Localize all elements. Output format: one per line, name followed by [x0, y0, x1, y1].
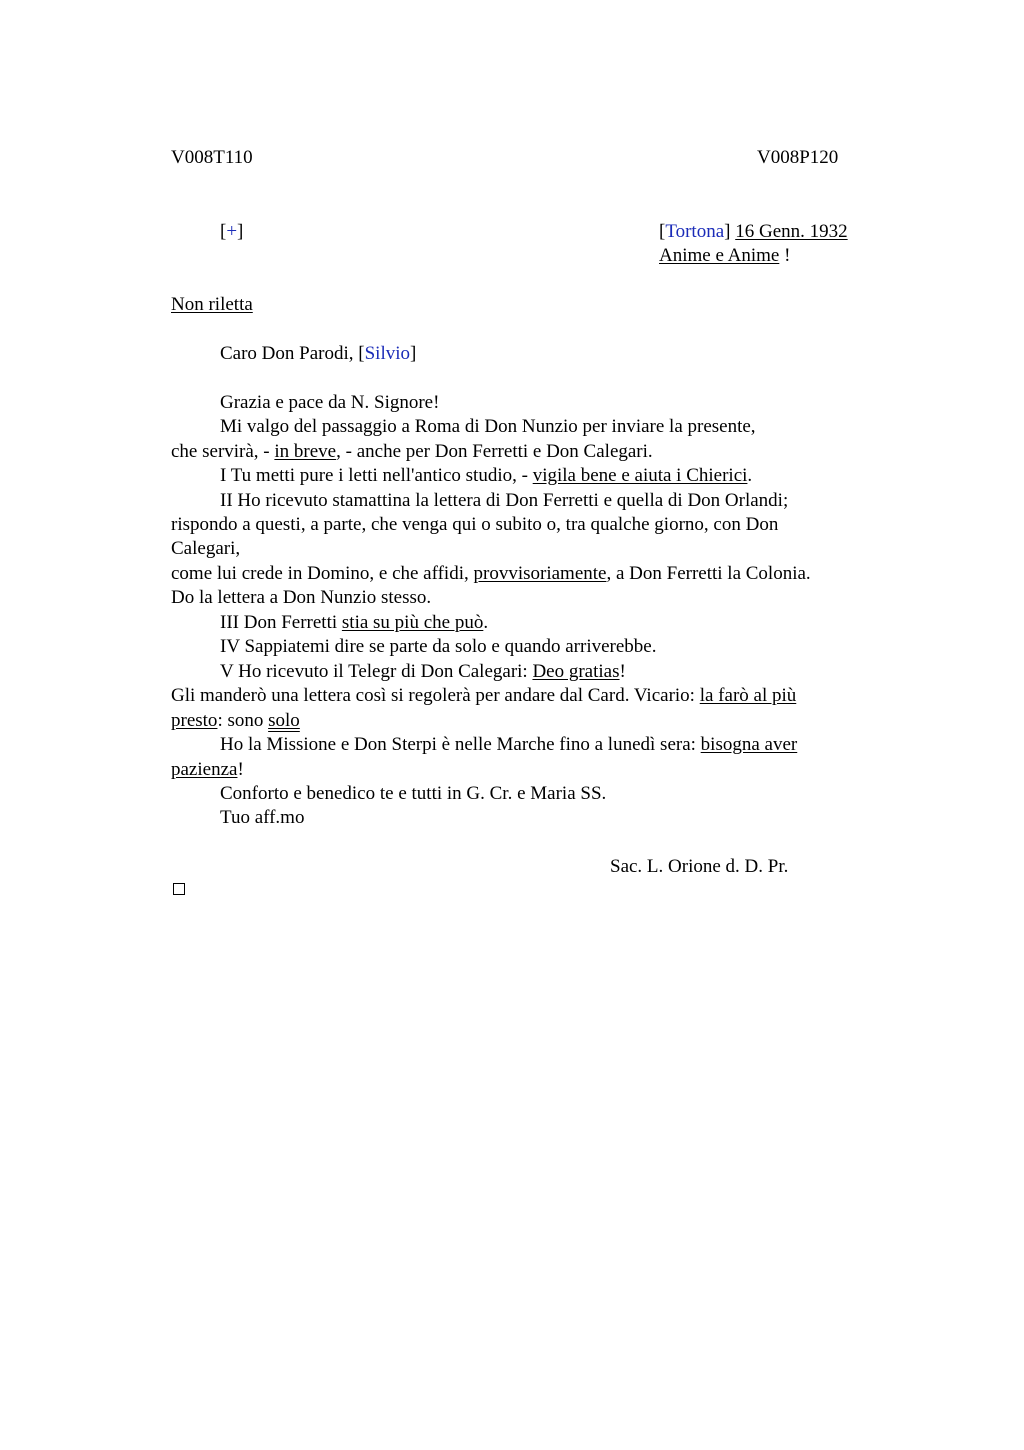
text-span: : sono — [217, 710, 269, 731]
salutation-bracket-close: ] — [410, 343, 417, 364]
underlined-span: provvisoriamente — [473, 563, 607, 584]
underlined-span: presto — [171, 710, 218, 731]
text-span: V Ho ricevuto il Telegr di Don Calegari: — [220, 661, 533, 682]
body-line-17: Conforto e benedico te e tutti in G. Cr. e Maria SS. — [220, 783, 607, 804]
text-span: ! — [619, 661, 626, 682]
underlined-span: bisogna aver — [700, 734, 798, 755]
text-span: Gli manderò una lettera così si regolerà per andare dal Card. Vicario: — [171, 685, 700, 706]
text-span: come lui crede in Domino, e che affidi, — [171, 563, 474, 584]
text-span: Ho la Missione e Don Sterpi è nelle Marche fino a lunedì sera: — [220, 734, 701, 755]
text-span: I Tu metti pure i letti nell'antico studio, - — [220, 465, 533, 486]
underlined-span: la farò al più — [699, 685, 797, 706]
text-span: , a Don Ferretti la Colonia. — [606, 563, 811, 584]
body-line-2: Mi valgo del passaggio a Roma di Don Nunzio per inviare la presente, — [220, 416, 756, 437]
body-line-18: Tuo aff.mo — [220, 807, 305, 828]
text-span: ! — [237, 759, 244, 780]
letter-date: 16 Genn. 1932 — [735, 221, 848, 242]
body-line-16 — [171, 758, 244, 783]
underlined-span: Deo gratias — [532, 661, 620, 682]
text-span: . — [747, 465, 753, 486]
header-left-code: V008T110 — [171, 147, 253, 168]
underlined-span: pazienza — [171, 759, 238, 780]
underlined-span: vigila bene e aiuta i Chierici — [532, 465, 748, 486]
body-line-3 — [171, 440, 653, 465]
salutation-text: Caro Don Parodi, — [220, 343, 359, 364]
place-date — [659, 220, 848, 245]
body-line-4 — [220, 464, 752, 489]
text-span: che servirà, - — [171, 441, 275, 462]
text-span: , - anche per Don Ferretti e Don Calegari. — [336, 441, 653, 462]
body-line-13 — [171, 684, 796, 709]
place-bracket-close: ] — [724, 221, 731, 242]
body-line-10 — [220, 611, 488, 636]
body-line-7: Calegari, — [171, 538, 241, 559]
double-underlined-span: solo — [268, 710, 300, 731]
body-line-1: Grazia e pace da N. Signore! — [220, 392, 440, 413]
body-line-12 — [220, 660, 626, 685]
signature: Sac. L. Orione d. D. Pr. — [610, 856, 789, 877]
cross-marker — [220, 220, 243, 245]
text-span: . — [483, 612, 489, 633]
motto-tail: ! — [779, 245, 791, 266]
cross-symbol[interactable]: + — [226, 221, 238, 242]
cross-bracket-close: ] — [237, 221, 244, 242]
cross-bracket-open: [ — [220, 221, 227, 242]
salutation — [220, 342, 416, 367]
header-right-code: V008P120 — [757, 147, 839, 168]
text-span: III Don Ferretti — [220, 612, 342, 633]
body-line-5: II Ho ricevuto stamattina la lettera di Don Ferretti e quella di Don Orlandi; — [220, 490, 789, 511]
body-line-9: Do la lettera a Don Nunzio stesso. — [171, 587, 432, 608]
body-line-11: IV Sappiatemi dire se parte da solo e quando arriverebbe. — [220, 636, 657, 657]
checkbox-square-icon — [173, 883, 185, 895]
place-link[interactable]: Tortona — [665, 221, 725, 242]
salutation-name-link[interactable]: Silvio — [364, 343, 410, 364]
body-line-14 — [171, 709, 300, 734]
motto — [659, 244, 790, 269]
body-line-6: rispondo a questi, a parte, che venga qui o subito o, tra qualche giorno, con Don — [171, 514, 779, 535]
underlined-span: stia su più che può — [341, 612, 484, 633]
body-line-8 — [171, 562, 811, 587]
salutation-bracket-open: [ — [358, 343, 365, 364]
underlined-span: in breve — [274, 441, 337, 462]
motto-text: Anime e Anime — [659, 245, 780, 266]
body-line-15 — [220, 733, 797, 758]
note-non-riletta: Non riletta — [171, 294, 253, 315]
place-bracket-open: [ — [659, 221, 666, 242]
